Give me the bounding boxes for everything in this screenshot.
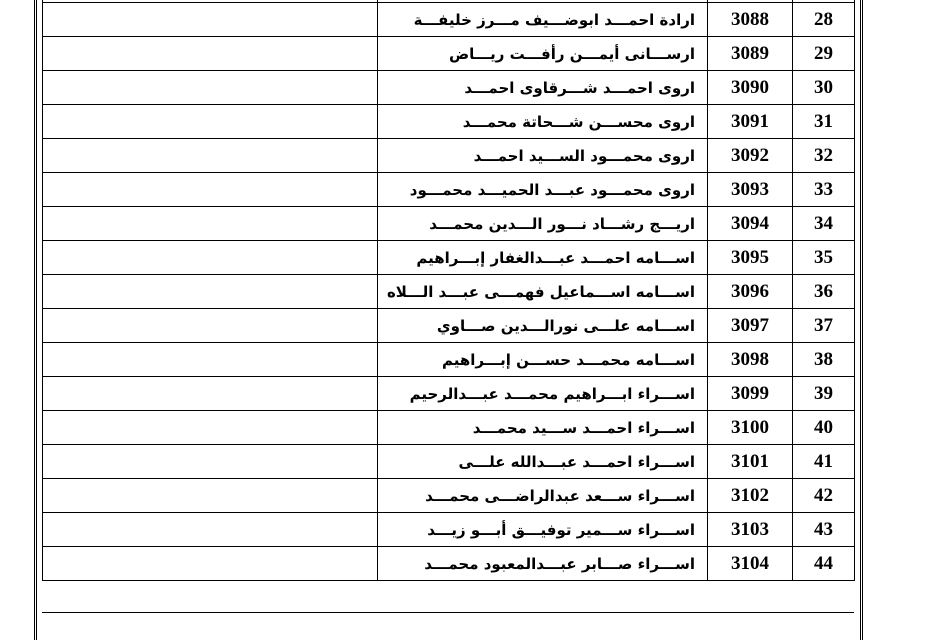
student-name: اســـراء صـــابر عبـــدالمعبود محمـــد — [424, 554, 695, 573]
blank-cell — [43, 139, 378, 173]
student-name-cell — [378, 3, 708, 37]
seat-number-cell: 3104 — [708, 547, 793, 581]
blank-cell — [43, 275, 378, 309]
student-name: اســـراء احمـــد عبـــدالله علـــى — [458, 452, 695, 471]
table-row — [43, 445, 855, 479]
serial-number-cell: 38 — [793, 343, 855, 377]
blank-cell — [43, 207, 378, 241]
blank-cell — [43, 309, 378, 343]
student-name-cell — [378, 71, 708, 105]
student-name-cell — [378, 241, 708, 275]
seat-number-cell: 3103 — [708, 513, 793, 547]
student-name-cell — [378, 513, 708, 547]
serial-number-cell: 31 — [793, 105, 855, 139]
seat-number-cell: 3088 — [708, 3, 793, 37]
serial-number-cell: 42 — [793, 479, 855, 513]
serial-number-cell: 33 — [793, 173, 855, 207]
student-roster-table — [42, 0, 855, 581]
table-row — [43, 513, 855, 547]
seat-number-cell: 3099 — [708, 377, 793, 411]
student-name: اروى محســـن شـــحاتة محمـــد — [462, 112, 695, 131]
student-name-cell — [378, 547, 708, 581]
blank-cell — [43, 411, 378, 445]
seat-number-cell: 3102 — [708, 479, 793, 513]
seat-number-cell: 3097 — [708, 309, 793, 343]
table-row — [43, 275, 855, 309]
serial-number-cell: 28 — [793, 3, 855, 37]
table-row — [43, 547, 855, 581]
student-name-cell — [378, 479, 708, 513]
serial-number-cell: 35 — [793, 241, 855, 275]
serial-number-cell: 40 — [793, 411, 855, 445]
seat-number-cell: 3100 — [708, 411, 793, 445]
blank-cell — [43, 105, 378, 139]
table-row — [43, 241, 855, 275]
blank-cell — [43, 547, 378, 581]
student-name: اروى احمـــد شـــرقاوى احمـــد — [464, 78, 695, 97]
table-row — [43, 173, 855, 207]
student-name-cell — [378, 377, 708, 411]
table-row — [43, 105, 855, 139]
serial-number-cell: 41 — [793, 445, 855, 479]
serial-number-cell: 30 — [793, 71, 855, 105]
student-name-cell — [378, 411, 708, 445]
student-name-cell — [378, 445, 708, 479]
blank-cell — [43, 513, 378, 547]
seat-number-cell: 3096 — [708, 275, 793, 309]
student-name: اروى محمـــود عبـــد الحميـــد محمـــود — [409, 180, 695, 199]
student-name: اســـامه احمـــد عبـــدالغفار إبـــراهيم — [416, 248, 695, 267]
blank-cell — [43, 3, 378, 37]
serial-number-cell: 37 — [793, 309, 855, 343]
blank-cell — [43, 445, 378, 479]
seat-number-cell: 3093 — [708, 173, 793, 207]
table-row — [43, 37, 855, 71]
table-row — [43, 377, 855, 411]
table-row — [43, 3, 855, 37]
student-name-cell — [378, 37, 708, 71]
student-name: اروى محمـــود الســـيد احمـــد — [473, 146, 695, 165]
student-name: اســـامه اســـماعيل فهمـــى عبـــد الـــلاه — [386, 282, 695, 301]
blank-cell — [43, 343, 378, 377]
table-row — [43, 309, 855, 343]
table-bottom-rule — [42, 612, 854, 613]
seat-number-cell: 3091 — [708, 105, 793, 139]
serial-number-cell: 36 — [793, 275, 855, 309]
student-name: ارســـانى أيمـــن رأفـــت ريـــاض — [448, 44, 695, 63]
student-name-cell — [378, 105, 708, 139]
table-row — [43, 207, 855, 241]
table-row — [43, 343, 855, 377]
serial-number-cell: 32 — [793, 139, 855, 173]
student-name-cell — [378, 173, 708, 207]
table-row — [43, 479, 855, 513]
roster-body — [43, 0, 855, 581]
student-name: اســـامه علـــى نورالـــدين صـــاوي — [436, 316, 695, 335]
student-name: اســـراء ســـمير توفيـــق أبـــو زيـــد — [427, 520, 695, 539]
seat-number-cell: 3094 — [708, 207, 793, 241]
student-name-cell — [378, 343, 708, 377]
blank-cell — [43, 377, 378, 411]
student-name: اســـامه محمـــد حســـن إبـــراهيم — [441, 350, 695, 369]
student-name: اريـــج رشـــاد نـــور الـــدين محمـــد — [429, 214, 695, 233]
table-row — [43, 411, 855, 445]
student-name: اســـراء احمـــد ســـيد محمـــد — [472, 418, 695, 437]
table-row — [43, 71, 855, 105]
blank-cell — [43, 173, 378, 207]
seat-number-cell: 3089 — [708, 37, 793, 71]
seat-number-cell: 3098 — [708, 343, 793, 377]
student-name-cell — [378, 207, 708, 241]
blank-cell — [43, 71, 378, 105]
serial-number-cell: 43 — [793, 513, 855, 547]
serial-number-cell: 29 — [793, 37, 855, 71]
blank-cell — [43, 37, 378, 71]
table-row — [43, 139, 855, 173]
serial-number-cell: 44 — [793, 547, 855, 581]
student-name: ارادة احمـــد ابوضـــيف مـــرز خليفـــة — [413, 10, 695, 29]
seat-number-cell: 3090 — [708, 71, 793, 105]
student-name: اســـراء ابـــراهيم محمـــد عبـــدالرحيم — [409, 384, 695, 403]
student-name-cell — [378, 275, 708, 309]
blank-cell — [43, 241, 378, 275]
student-name-cell — [378, 309, 708, 343]
serial-number-cell: 39 — [793, 377, 855, 411]
seat-number-cell: 3101 — [708, 445, 793, 479]
blank-cell — [43, 479, 378, 513]
seat-number-cell: 3092 — [708, 139, 793, 173]
student-name: اســـراء ســـعد عبدالراضـــى محمـــد — [425, 486, 695, 505]
student-name-cell — [378, 139, 708, 173]
serial-number-cell: 34 — [793, 207, 855, 241]
seat-number-cell: 3095 — [708, 241, 793, 275]
